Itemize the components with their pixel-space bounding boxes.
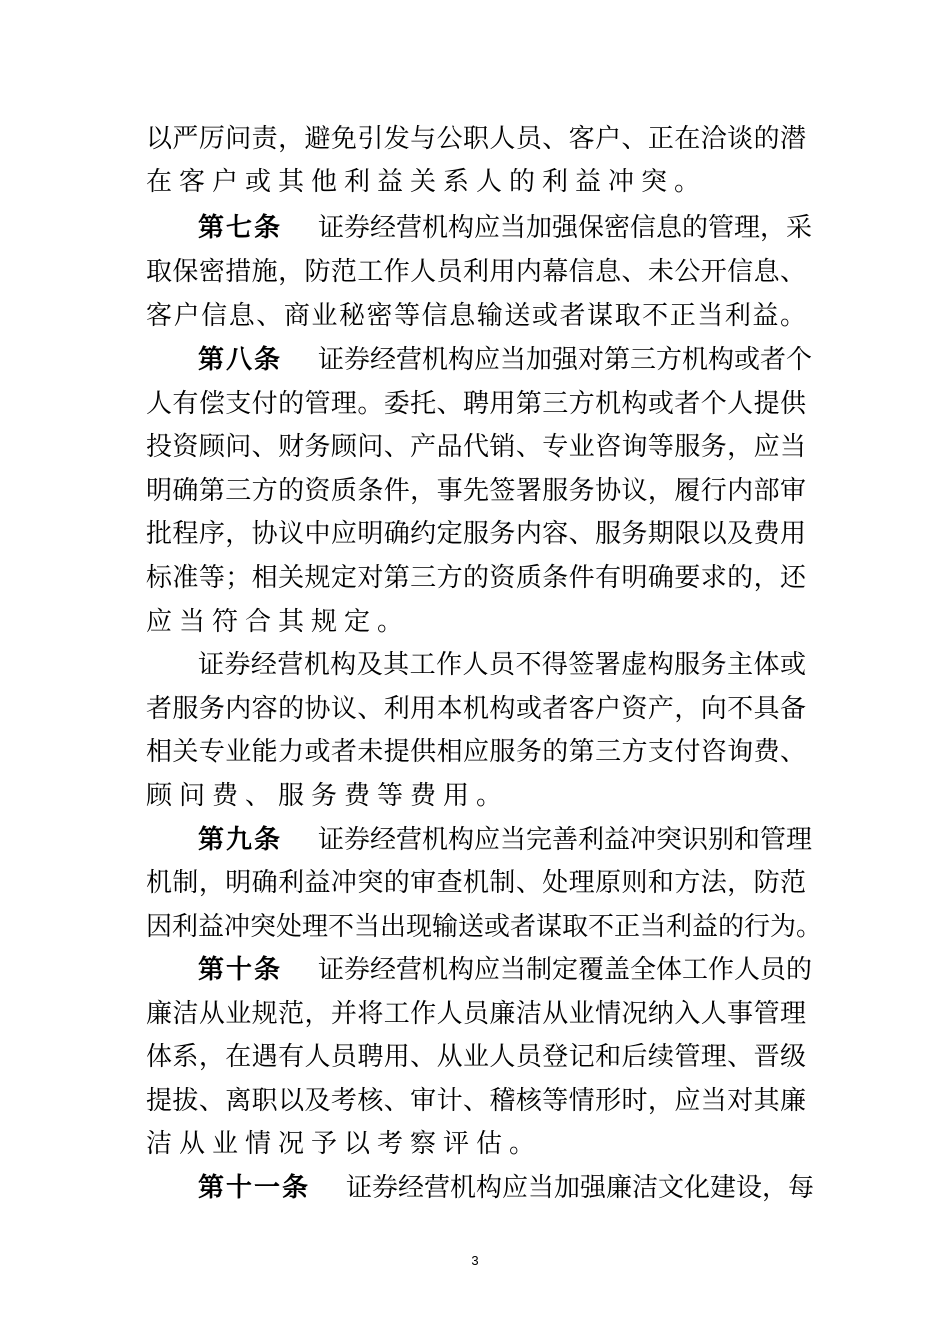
text-line: 相关专业能力或者未提供相应服务的第三方支付咨询费、 <box>146 737 806 767</box>
text-line: 应当符合其规定。 <box>146 607 411 637</box>
text-line: 提拔、离职以及考核、审计、稽核等情形时，应当对其廉 <box>146 1086 806 1116</box>
article-9-heading-line <box>198 818 813 862</box>
article-text: 证券经营机构应当加强对第三方机构或者个 <box>318 345 813 375</box>
text-line: 明确第三方的资质条件，事先签署服务协议，履行内部审 <box>146 476 806 506</box>
article-text: 证券经营机构应当加强廉洁文化建设，每 <box>346 1173 815 1203</box>
article-8-heading-line <box>198 338 813 382</box>
page-number: 3 <box>471 1253 479 1268</box>
text-line: 在客户或其他利益关系人的利益冲突。 <box>146 167 708 197</box>
text-line: 批程序，协议中应明确约定服务内容、服务期限以及费用 <box>146 519 806 549</box>
article-label: 第十一条 <box>198 1173 311 1203</box>
text-line: 机制，明确利益冲突的审查机制、处理原则和方法，防范 <box>146 868 806 898</box>
article-text: 证券经营机构应当完善利益冲突识别和管理 <box>318 825 813 855</box>
text-line: 标准等；相关规定对第三方的资质条件有明确要求的，还 <box>146 563 806 593</box>
article-label: 第九条 <box>198 825 283 855</box>
text-line: 顾问费、服务费等费用。 <box>146 781 510 811</box>
article-label: 第十条 <box>198 955 283 985</box>
text-line: 以严厉问责，避免引发与公职人员、客户、正在洽谈的潜 <box>146 124 806 154</box>
text-line: 人有偿支付的管理。委托、聘用第三方机构或者个人提供 <box>146 389 806 419</box>
article-11-heading-line <box>198 1166 815 1210</box>
text-line: 廉洁从业规范，并将工作人员廉洁从业情况纳入人事管理 <box>146 999 806 1029</box>
text-line: 因利益冲突处理不当出现输送或者谋取不正当利益的行为。 <box>146 912 823 942</box>
article-text: 证券经营机构应当制定覆盖全体工作人员的 <box>318 955 813 985</box>
paragraph-first-line: 证券经营机构及其工作人员不得签署虚构服务主体或 <box>198 650 806 680</box>
article-7-heading-line <box>198 206 813 250</box>
text-line: 者服务内容的协议、利用本机构或者客户资产，向不具备 <box>146 694 806 724</box>
article-label: 第七条 <box>198 213 283 243</box>
text-line: 取保密措施，防范工作人员利用内幕信息、未公开信息、 <box>146 257 806 287</box>
text-line: 体系，在遇有人员聘用、从业人员登记和后续管理、晋级 <box>146 1042 806 1072</box>
article-10-heading-line <box>198 948 813 992</box>
text-line: 投资顾问、财务顾问、产品代销、专业咨询等服务，应当 <box>146 432 806 462</box>
text-line: 客户信息、商业秘密等信息输送或者谋取不正当利益。 <box>146 301 806 331</box>
article-label: 第八条 <box>198 345 283 375</box>
text-line: 洁从业情况予以考察评估。 <box>146 1129 543 1159</box>
article-text: 证券经营机构应当加强保密信息的管理，采 <box>318 213 813 243</box>
